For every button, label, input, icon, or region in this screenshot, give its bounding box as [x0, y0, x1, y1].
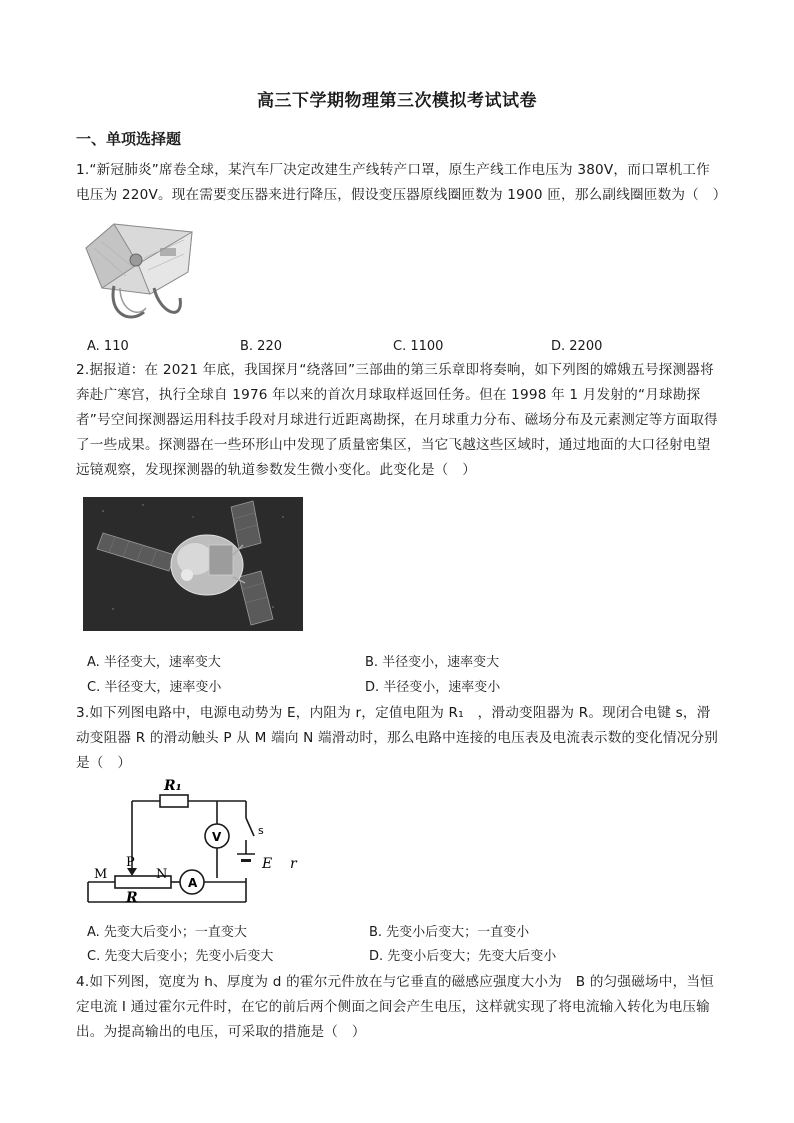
q2-option-a: A. 半径变大，速率变大 [87, 655, 221, 670]
question-3-stem: 3.如下列图电路中，电源电动势为 E，内阻为 r，定值电阻为 R₁ ，滑动变阻器为 R。现闭合电键 s，滑动变阻器 R 的滑动触头 P 从 M 端向 N 端滑动时，那么电路中连接的电压表及电流表示数的变化情况分别是（ ） [76, 705, 719, 771]
label-r1: R₁ [164, 778, 182, 794]
q3-option-a: A. 先变大后变小；一直变大 [87, 925, 247, 940]
q1-option-d: D. 2200 [551, 339, 603, 354]
q3-option-c: C. 先变大后变小；先变小后变大 [87, 949, 274, 964]
m-end-label: M [94, 867, 108, 882]
question-4-stem: 4.如下列图，宽度为 h、厚度为 d 的霍尔元件放在与它垂直的磁感应强度大小为 B 的匀强磁场中，当恒定电流 I 通过霍尔元件时，在它的前后两个侧面之间会产生电压，这样就实现了将电流输入转化为电压输出。为提高输出的电压，可采取的措施是（ ） [76, 974, 714, 1040]
q3-option-b: B. 先变小后变大；一直变小 [369, 925, 530, 940]
switch-label: s [258, 824, 264, 837]
q2-option-b: B. 半径变小，速率变大 [365, 655, 500, 670]
q2-option-d: D. 半径变小，速率变小 [365, 680, 501, 695]
q3-option-d: D. 先变小后变大；先变大后变小 [369, 949, 557, 964]
n-end-label: N [156, 867, 168, 882]
page-title: 高三下学期物理第三次模拟考试试卷 [257, 91, 537, 111]
question-2-stem: 2.据报道：在 2021 年底，我国探月“绕落回”三部曲的第三乐章即将奏响，如下列图的嫦娥五号探测器将奔赴广寒宫，执行全球自 1976 年以来的首次月球取样返回任务。但在 1998 年 1 月发射的“月球勘探者”号空间探测器运用科技手段对月球进行近距离勘探，在月球重力分布、磁场分布及元素测定等方面取得了一些成果。探测器在一些环形山中发现了质量密集区，当它飞越这些区域时，通过地面的大口径射电望远镜观察，发现探测器的轨道参数发生微小变化。此变化是（ ） [76, 362, 718, 478]
rheostat-label: R [126, 890, 138, 906]
question-1-stem: 1.“新冠肺炎”席卷全球，某汽车厂决定改建生产线转产口罩，原生产线工作电压为 380V，而口罩机工作电压为 220V。现在需要变压器来进行降压，假设变压器原线圈匝数为 1900 匝，那么副线圈匝数为（ ） [76, 162, 727, 203]
emf-label: E [262, 856, 273, 872]
q2-option-c: C. 半径变大，速率变小 [87, 680, 222, 695]
q1-option-a: A. 110 [87, 339, 129, 354]
q1-option-b: B. 220 [240, 339, 282, 354]
slider-label: P [126, 855, 135, 870]
section-heading: 一、单项选择题 [76, 130, 182, 148]
circuit-diagram [80, 774, 320, 908]
probe-image [83, 497, 303, 631]
mask-image [80, 218, 198, 330]
ammeter-label: A [188, 876, 198, 890]
voltmeter-label: V [212, 830, 222, 844]
q1-option-c: C. 1100 [393, 339, 444, 354]
internal-resistance-label: r [290, 856, 297, 872]
